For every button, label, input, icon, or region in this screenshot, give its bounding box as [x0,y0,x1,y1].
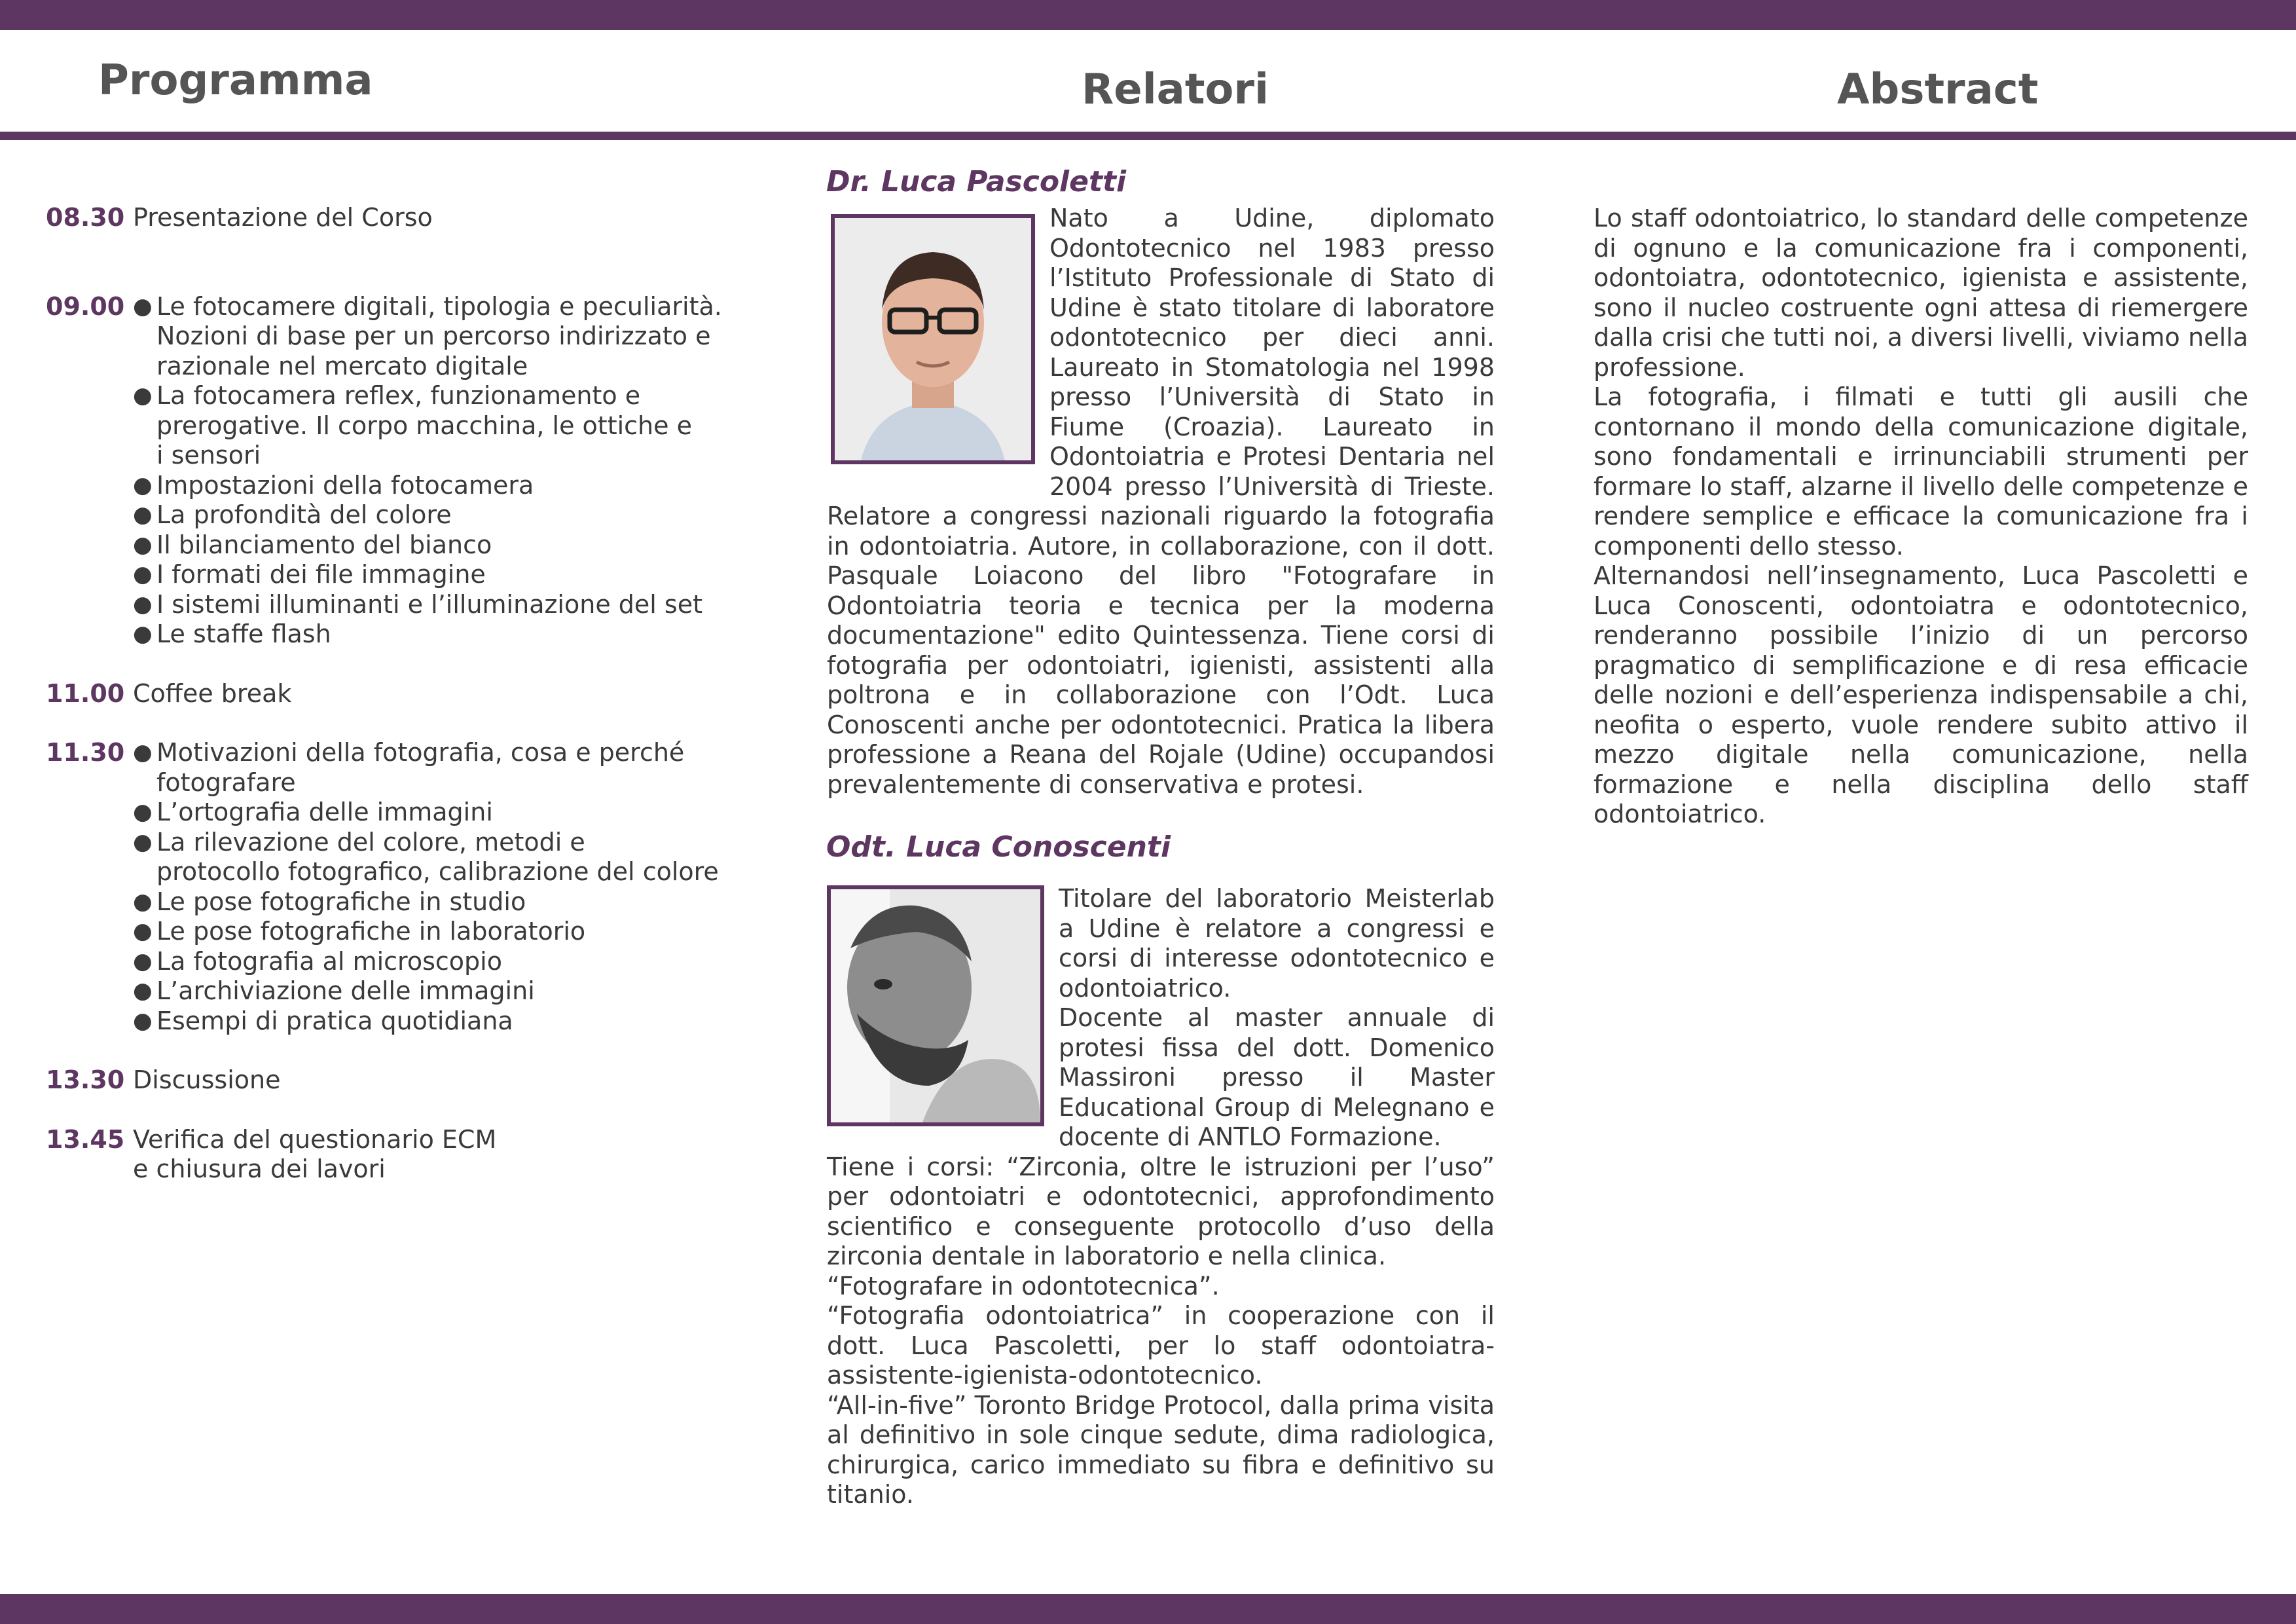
schedule-text: Verifica del questionario ECM [133,1124,497,1154]
programma-heading: Programma [98,56,373,105]
speaker-bio-conoscenti [827,884,1495,1510]
bullet-continuation: i sensori [156,441,261,470]
bullet-continuation: Nozioni di base per un percorso indirizzato e [156,322,711,350]
schedule-time: 08.30 [46,203,125,232]
relatori-heading: Relatori [1082,65,1269,114]
speaker-bio-pascoletti [827,204,1495,800]
schedule-text: Discussione [133,1065,281,1094]
bullet-continuation: protocollo fotografico, calibrazione del colore [156,857,719,886]
schedule-bullets [133,292,759,650]
abstract-paragraph: La fotografia, i filmati e tutti gli ausili che contornano il mondo della comunicazione digitale, sono fondamentali e irrinunciabili strumenti per formare lo staff, alzarne il livello delle competenze e rendere semplice e efficace la comunicazione fra i componenti dello stesso. [1594,382,2248,561]
bullet-item: ● La profondità del colore [133,500,759,530]
bullet-item: ● Esempi di pratica quotidiana [133,1006,759,1037]
schedule-text: Coffee break [133,678,292,708]
schedule-item [46,679,759,709]
schedule-time: 13.45 [46,1124,125,1154]
bullet-item: ● Le pose fotografiche in laboratorio [133,917,759,947]
schedule-item [46,292,759,650]
bullet-continuation: razionale nel mercato digitale [156,351,528,380]
abstract-heading: Abstract [1837,65,2039,114]
bullet-item: ● L’ortografia delle immagini [133,798,759,828]
schedule-bullets [133,738,759,1036]
schedule-text: Presentazione del Corso [133,203,433,232]
schedule-item [46,738,759,1036]
bullet-item: ● Motivazioni della fotografia, cosa e perché [133,738,759,768]
schedule-time: 11.00 [46,678,125,708]
bullet-item: ● Le fotocamere digitali, tipologia e peculiarità. [133,292,759,322]
bio-paragraph: Tiene i corsi: “Zirconia, oltre le istruzioni per l’uso” per odontoiatri e odontotecnici, approfondimento scientifico e conseguente protocollo d’uso della zirconia dentale in laboratorio e nella clinica. [827,1152,1495,1270]
bio-paragraph: “Fotografia odontoiatrica” in cooperazione con il dott. Luca Pascoletti, per lo staff odontoiatra-assistente-igienista-odontotecnico. [827,1301,1495,1390]
bullet-item: ● I sistemi illuminanti e l’illuminazione del set [133,590,759,620]
bio-paragraph: Docente al master annuale di protesi fissa del dott. Domenico Massironi presso il Master Educational Group di Melegnano e docente di ANTLO Formazione. [1059,1003,1495,1151]
bullet-item: ● Il bilanciamento del bianco [133,530,759,561]
speaker-name-conoscenti: Odt. Luca Conoscenti [826,830,1171,864]
bottom-bar [0,1594,2296,1624]
bio-paragraph: Titolare del laboratorio Meisterlab a Udine è relatore a congressi e corsi di interesse odontotecnico e odontoiatrico. [1059,884,1495,1003]
bullet-item: ● La rilevazione del colore, metodi e [133,828,759,858]
bullet-item: ● Le pose fotografiche in studio [133,887,759,917]
speaker-photo-conoscenti [827,885,1044,1126]
top-bar [0,0,2296,30]
bullet-item: ● L’archiviazione delle immagini [133,976,759,1006]
schedule-item [46,203,759,233]
schedule-time: 13.30 [46,1065,125,1094]
abstract-paragraph: Alternandosi nell’insegnamento, Luca Pascoletti e Luca Conoscenti, odontoiatra e odontotecnico, renderanno possibile l’inizio di un percorso pragmatico di semplificazione e di resa efficacie delle nozioni e dell’esperienza indispensabile a chi, neofita o esperto, vuole rendere subito attivo il mezzo digitale nella comunicazione, nella formazione e nella disciplina dello staff odontoiatrico. [1594,561,2248,828]
abstract-paragraph: Lo staff odontoiatrico, lo standard delle competenze di ognuno e la comunicazione fra i componenti, odontoiatra, odontotecnico, igienista e assistente, sono il nucleo costruente ogni attesa di riemergere dalla crisi che tutti noi, a diversi livelli, viviamo nella professione. [1594,204,2248,382]
schedule-time: 09.00 [46,291,125,321]
bullet-item: ● Impostazioni della fotocamera [133,471,759,501]
schedule-time: 11.30 [46,738,125,767]
bio-paragraph: “Fotografare in odontotecnica”. [827,1271,1220,1301]
programma-schedule [46,203,759,1185]
bullet-item: ● La fotocamera reflex, funzionamento e [133,381,759,411]
bullet-continuation: prerogative. Il corpo macchina, le ottiche e [156,411,692,440]
schedule-text-line2: e chiusura dei lavori [133,1154,386,1183]
header-divider [0,132,2296,140]
bio-text: Nato a Udine, diplomato Odontotecnico nel 1983 presso l’Istituto Professionale di Stato di Udine è stato titolare di laboratore odontotecnico per dieci anni. Laureato in Stomatologia nel 1998 presso l’Università di Stato in Fiume (Croazia). Laureato in Odontoiatria e Protesi Dentaria nel 2004 presso l’Università di Trieste. Relatore a congressi nazionali riguardo la fotografia in odontoiatria. Autore, in collaborazione, con il dott. Pasquale Loiacono del libro "Fotografare in Odontoiatria teoria e tecnica per la moderna documentazione" edito Quintessenza. Tiene corsi di fotografia per odontoiatri, igienisti, assistenti alla poltrona e in collaborazione con l’Odt. Luca Conoscenti anche per odontotecnici. Pratica la libera professione a Reana del Rojale (Udine) occupandosi prevalentemente di conservativa e protesi. [827,204,1495,799]
bio-paragraph: “All-in-five” Toronto Bridge Protocol, dalla prima visita al definitivo in sole cinque sedute, dima radiologica, chirurgica, carico immediato su fibra e definitivo su titanio. [827,1390,1495,1509]
bullet-item: ● La fotografia al microscopio [133,947,759,977]
speaker-name-pascoletti: Dr. Luca Pascoletti [826,165,1127,198]
bullet-item: ● I formati dei file immagine [133,560,759,590]
bullet-continuation: fotografare [156,767,296,797]
schedule-item [46,1065,759,1096]
schedule-item [46,1125,759,1185]
speaker-photo-pascoletti [831,214,1035,464]
bullet-item: ● Le staffe flash [133,619,759,650]
abstract-text [1594,204,2248,830]
